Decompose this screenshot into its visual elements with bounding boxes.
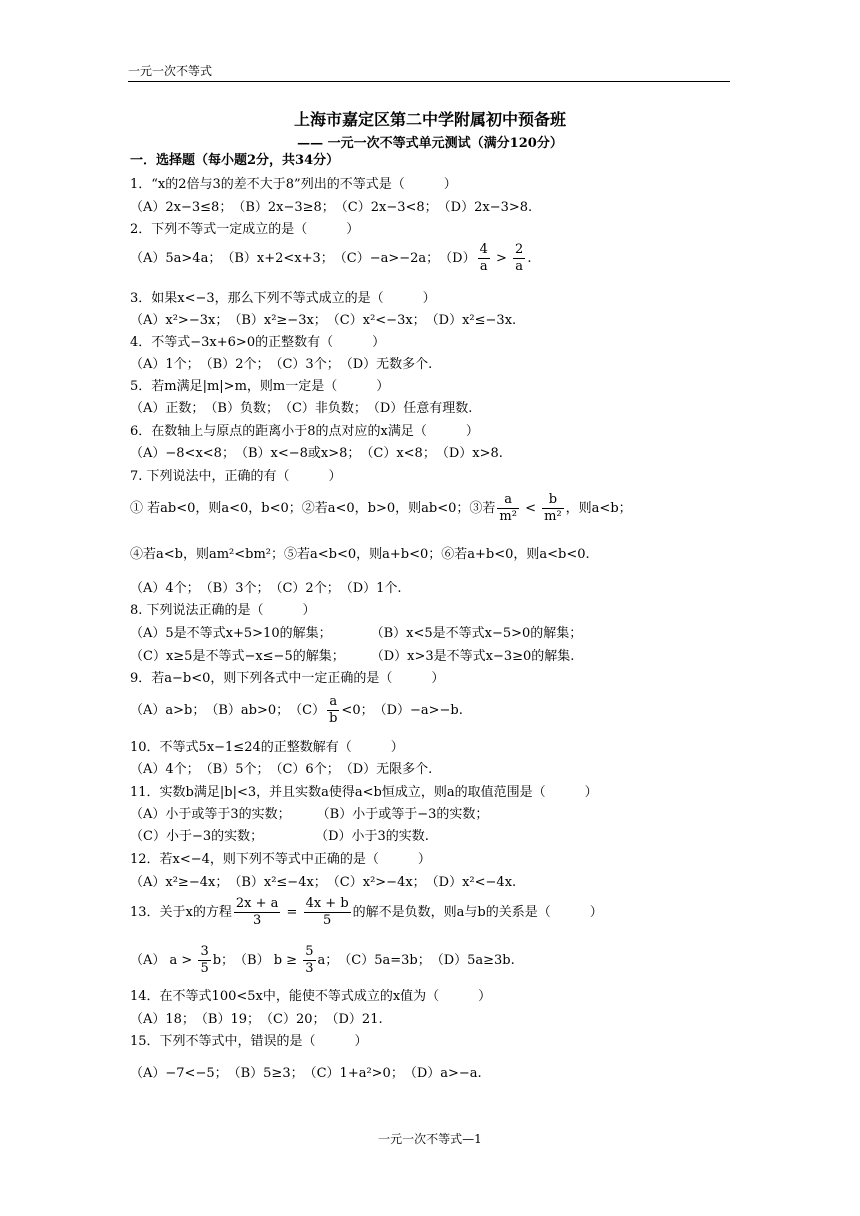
- question-14-options: （A）18； （B）19； （C）20； （D）21.: [130, 1012, 383, 1027]
- question-13: 13．关于x的方程 $\frac{2x + a}{3}$ = $\frac{4x + b}{5}$ 的解不是负数，则a与b的关系是（ ）: [130, 896, 603, 928]
- question-15: 15．下列不等式中，错误的是（ ）: [130, 1034, 368, 1049]
- question-7-options: （A）4个； （B）3个； （C）2个； （D）1个.: [130, 581, 402, 596]
- question-11-options-ab: （A）小于或等于3的实数； （B）小于或等于−3的实数；: [130, 807, 489, 822]
- fraction-2x-plus-a-over-3: $\frac{2x + a}{3}$: [235, 896, 279, 928]
- fraction-a-over-m2: $\frac{a}{\text{m²}}$: [499, 492, 517, 524]
- question-12: 12．若x<−4，则下列不等式中正确的是（ ）: [130, 852, 431, 867]
- question-8-options-cd: （C）x≥5是不等式−x≤−5的解集； （D）x>3是不等式x−3≥0的解集.: [130, 649, 575, 664]
- fraction-5-over-3: $\frac{5}{3}$: [305, 944, 314, 976]
- question-5-options: （A）正数； （B）负数； （C）非负数； （D）任意有理数.: [130, 401, 473, 416]
- header-rule: [128, 81, 730, 82]
- page-header: 一元一次不等式: [128, 64, 213, 78]
- question-11: 11．实数b满足|b|<3，并且实数a使得a<b恒成立，则a的取值范围是（ ）: [130, 785, 598, 800]
- question-1-options: （A）2x−3≤8； （B）2x−3≥8； （C）2x−3<8； （D）2x−3>8.: [130, 200, 533, 215]
- question-10-options: （A）4个； （B）5个； （C）6个； （D）无限多个.: [130, 762, 433, 777]
- question-6: 6．在数轴上与原点的距离小于8的点对应的x满足（ ）: [130, 424, 479, 439]
- fraction-4-over-a: $\frac{4}{a}$: [479, 242, 488, 274]
- question-12-options: （A）x²≥−4x； （B）x²≤−4x； （C）x²>−4x； （D）x²<−4x.: [130, 875, 517, 890]
- question-2-options: （A）5a>4a； （B）x+2<x+3； （C）−a>−2a； （D） $\frac{4}{a}$ > $\frac{2}{a}$ .: [130, 242, 532, 274]
- page-footer: 一元一次不等式—1: [378, 1132, 482, 1146]
- section-heading: 一．选择题（每小题2分，共34分）: [130, 153, 340, 168]
- fraction-4x-plus-b-over-5: $\frac{4x + b}{5}$: [305, 896, 349, 928]
- question-9: 9．若a−b<0，则下列各式中一定正确的是（ ）: [130, 671, 445, 686]
- question-6-options: （A）−8<x<8； （B）x<−8或x>8； （C）x<8； （D）x>8.: [130, 446, 503, 461]
- document-subtitle: —— 一元一次不等式单元测试（满分120分）: [297, 136, 563, 151]
- q2-options-text: （A）5a>4a； （B）x+2<x+3； （C）−a>−2a； （D）: [130, 251, 476, 266]
- question-1: 1．“x的2倍与3的差不大于8”列出的不等式是（ ）: [130, 177, 457, 192]
- question-7-statements-1: ① 若ab<0，则a<0，b<0；②若a<0，b>0，则ab<0；③若 $\frac{a}{\text{m²}}$ < $\frac{b}{\text{m²}}$ ，则a<b；: [130, 492, 632, 524]
- question-3-options: （A）x²>−3x； （B）x²≥−3x； （C）x²<−3x； （D）x²≤−3x.: [130, 313, 517, 328]
- document-title: 上海市嘉定区第二中学附属初中预备班: [293, 110, 566, 129]
- question-13-options: （A） a > $\frac{3}{5}$ b； （B） b ≥ $\frac{5}{3}$ a； （C）5a=3b； （D）5a≥3b.: [130, 944, 515, 976]
- question-14: 14．在不等式100<5x中，能使不等式成立的x值为（ ）: [130, 989, 492, 1004]
- fraction-3-over-5: $\frac{3}{5}$: [200, 944, 209, 976]
- fraction-a-over-b: $\frac{a}{b}$: [329, 694, 338, 726]
- question-15-options: （A）−7<−5； （B）5≥3； （C）1+a²>0； （D）a>−a.: [130, 1066, 482, 1081]
- fraction-b-over-m2: $\frac{b}{\text{m²}}$: [544, 492, 562, 524]
- question-10: 10．不等式5x−1≤24的正整数解有（ ）: [130, 740, 404, 755]
- question-7: 7. 下列说法中，正确的有（ ）: [130, 469, 342, 484]
- question-4: 4．不等式−3x+6>0的正整数有（ ）: [130, 335, 386, 350]
- question-5: 5．若m满足|m|>m，则m一定是（ ）: [130, 379, 390, 394]
- question-7-statements-2: ④若a<b，则am²<bm²；⑤若a<b<0，则a+b<0；⑥若a+b<0，则a<b<0.: [130, 547, 590, 562]
- question-11-options-cd: （C）小于−3的实数； （D）小于3的实数.: [130, 829, 429, 844]
- fraction-2-over-a: $\frac{2}{a}$: [515, 242, 524, 274]
- question-3: 3．如果x<−3，那么下列不等式成立的是（ ）: [130, 291, 436, 306]
- question-8: 8. 下列说法正确的是（ ）: [130, 603, 316, 618]
- question-4-options: （A）1个； （B）2个； （C）3个； （D）无数多个.: [130, 357, 433, 372]
- question-2: 2．下列不等式一定成立的是（ ）: [130, 222, 360, 237]
- question-8-options-ab: （A）5是不等式x+5>10的解集； （B）x<5是不等式x−5>0的解集；: [130, 626, 583, 641]
- question-9-options: （A）a>b； （B）ab>0； （C） $\frac{a}{b}$ <0； （D）−a>−b.: [130, 694, 463, 726]
